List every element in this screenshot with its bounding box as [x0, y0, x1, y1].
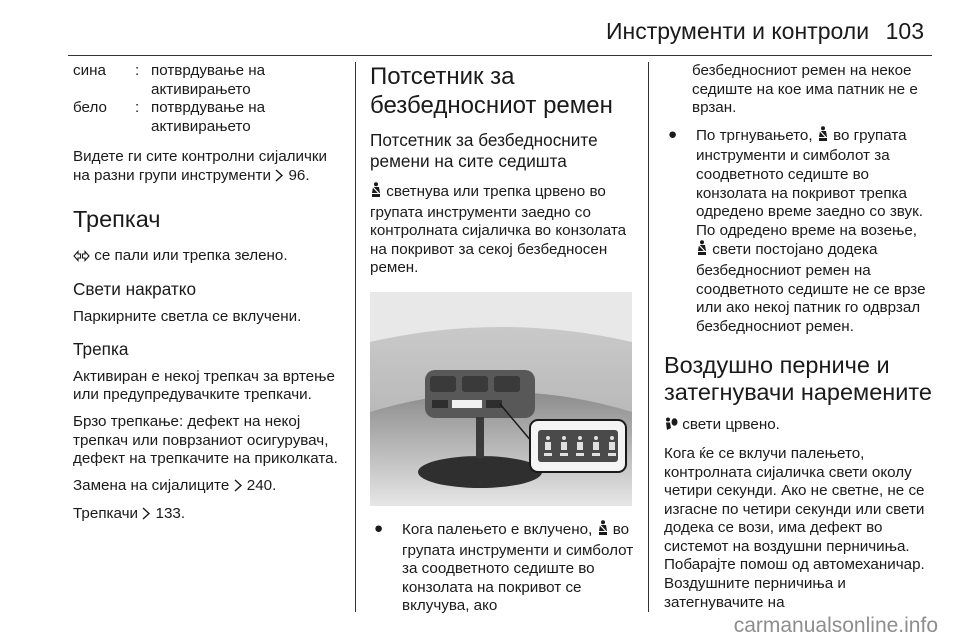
cross-reference: [73, 505, 345, 526]
seatbelt-icon: [817, 126, 829, 148]
bullet-text: во групата инструменти и симболот за соодветното седиште во конзолата на покривот трепка одредено време заедно со звук. По одредено време на возење,: [696, 126, 923, 239]
reference-text: Трепкачи: [73, 505, 139, 523]
page-ref-arrow-icon: [275, 169, 284, 188]
watermark: carmanualsonline.info: [733, 614, 938, 637]
seatbelt-icon: [370, 182, 382, 204]
overhead-console-photo: [370, 292, 632, 506]
paragraph: [664, 416, 932, 437]
reference-page[interactable]: 133.: [155, 505, 186, 523]
page-number: 103: [885, 18, 924, 44]
paragraph: [73, 247, 345, 268]
list-item: [664, 126, 932, 337]
page-ref-arrow-icon: [234, 479, 243, 498]
paragraph: Брзо трепкање: дефект на некој трепкач или поврзаниот осигурувач, дефект на трепкачите на приколката.: [73, 412, 338, 468]
legend-row: [73, 62, 345, 99]
cross-reference: [73, 477, 345, 498]
seatbelt-icon: [597, 520, 609, 542]
bullet-text: По тргнувањето,: [696, 126, 813, 144]
subsection-title-sveti: Свети накратко: [73, 279, 197, 300]
paragraph: [370, 182, 635, 278]
subsection-title-trepka: Трепка: [73, 338, 129, 359]
bullet-text: во групата инструменти и симболот за соодветното седиште во конзолата на покривот се вклучува, ако: [402, 520, 634, 615]
list-item: [370, 520, 635, 616]
paragraph: Кога ќе се вклучи палењето, контролната сијаличка свети околу четири секунди. Ако не светне, не се изгасне по четири секунди или свети додека се вози, има дефект во системот на воздушни перничиња. Побарајте помош од автомеханичар. Воздушните перничиња и затегнувачите на: [664, 444, 925, 611]
subsection-title-all-seats: Потсетник за безбедносните ремени на сите седишта: [370, 130, 598, 171]
airbag-icon: [664, 417, 678, 437]
legend-desc: потврдување на активирањето: [151, 62, 266, 98]
legend-colon: :: [135, 62, 140, 79]
legend-desc: потврдување на активирањето: [151, 99, 266, 135]
page-ref-arrow-icon: [142, 507, 151, 526]
bullet-text: Кога палењето е вклучено,: [402, 520, 593, 538]
paragraph: безбедносниот ремен на некое седиште на кое има патник не е врзан.: [692, 62, 918, 117]
bullet-dot-icon: ●: [374, 519, 384, 537]
paragraph: Активиран е некој трепкач за вртење или предупредувачките трепкачи.: [73, 367, 335, 404]
section-title-airbag: Воздушно перниче и затегнувачи наремените: [664, 352, 932, 406]
trepkach-text: се пали или трепка зелено.: [94, 246, 288, 264]
column-divider: [355, 62, 356, 612]
bullet-dot-icon: ●: [668, 125, 678, 143]
section-title-trepkach: Трепкач: [73, 205, 161, 232]
turn-signal-icon: [73, 249, 90, 268]
column-3: [664, 62, 932, 620]
seatbelt-icon: [696, 240, 708, 262]
header-rule: [68, 55, 932, 56]
bullet-text: свети постојано додека безбедносниот ремен на соодветното седиште не се врзе или ако некој патник го одврзал безбедносниот ремен.: [696, 241, 926, 335]
cross-reference: [73, 148, 345, 187]
column-divider: [648, 62, 649, 612]
airbag-text: свети црвено.: [682, 416, 780, 434]
section-title-seatbelt-reminder: Потсетник за безбедносниот ремен: [370, 63, 613, 119]
column-2: [370, 62, 635, 624]
reference-text: Замена на сијалиците: [73, 476, 230, 494]
legend-colon: :: [135, 99, 140, 117]
reference-page[interactable]: 96.: [288, 166, 310, 184]
seatbelt-reminder-text: светнува или трепка црвено во групата инструменти заедно со контролната сијаличка во конзолата на покривот за секој безбедносен ремен.: [370, 183, 627, 277]
reference-page[interactable]: 240.: [246, 476, 277, 494]
reference-text: Видете ги сите контролни сијалички на разни групи инструменти: [73, 148, 328, 184]
running-header-title: Инструменти и контроли: [606, 18, 870, 44]
legend-term: сина: [73, 62, 106, 79]
legend-term: бело: [73, 99, 107, 117]
paragraph: Паркирните светла се вклучени.: [73, 308, 302, 326]
column-1: [73, 62, 345, 534]
legend-row: [73, 99, 345, 136]
